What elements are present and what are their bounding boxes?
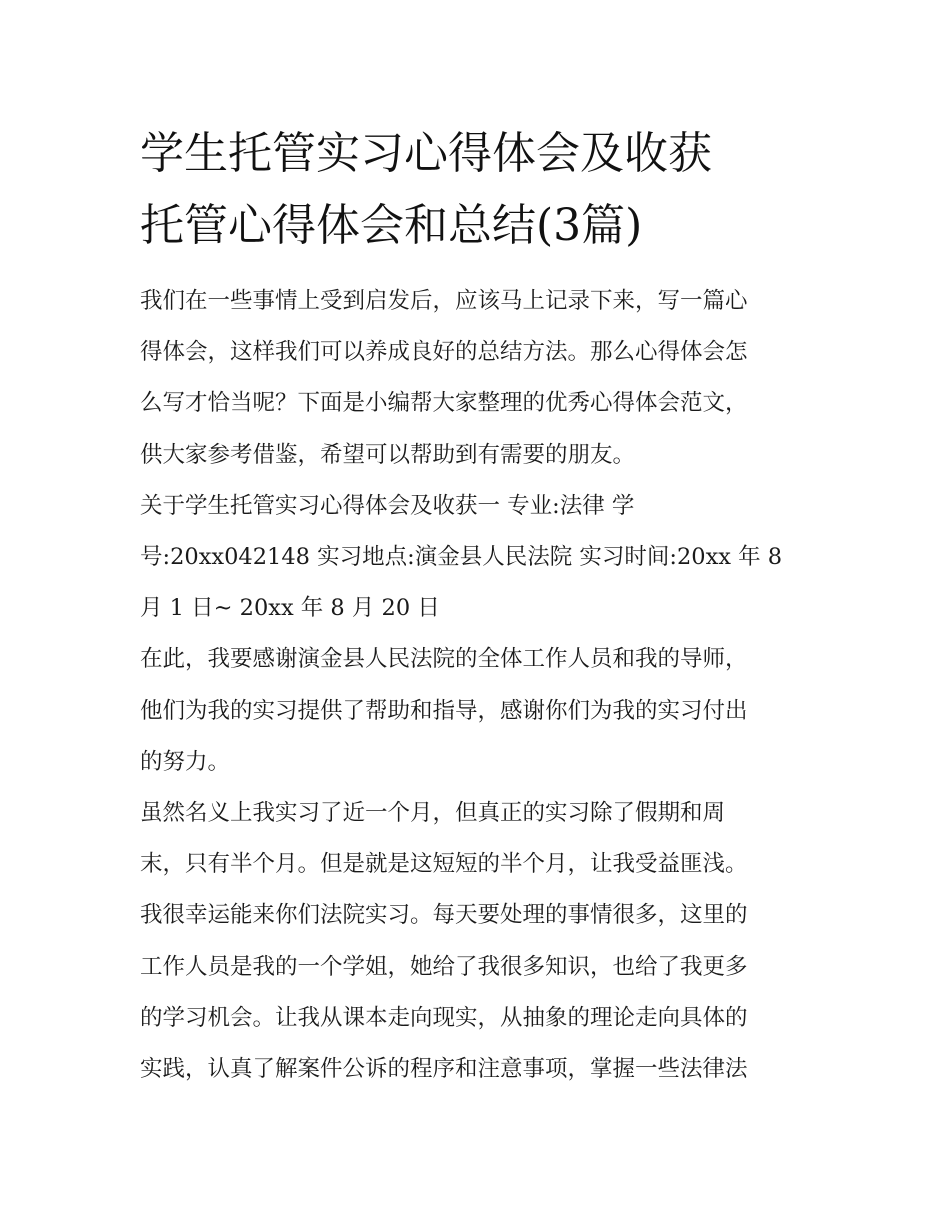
paragraph-line: 在此，我要感谢演金县人民法院的全体工作人员和我的导师， [140, 646, 748, 673]
paragraph-line: 关于学生托管实习心得体会及收获一 专业:法律 学 [140, 492, 635, 519]
paragraph-thanks [140, 634, 820, 788]
paragraph-line: 虽然名义上我实习了近一个月，但真正的实习除了假期和周 [140, 800, 726, 827]
paragraph-line: 实践，认真了解案件公诉的程序和注意事项，掌握一些法律法 [140, 1056, 748, 1083]
paragraph-line: 末，只有半个月。但是就是这短短的半个月，让我受益匪浅。 [140, 851, 748, 878]
document-body [140, 276, 820, 1095]
paragraph-line: 我们在一些事情上受到启发后，应该马上记录下来，写一篇心 [140, 288, 748, 314]
paragraph-line: 么写才恰当呢？下面是小编帮大家整理的优秀心得体会范文， [140, 390, 748, 417]
title-line-1: 学生托管实习心得体会及收获 [140, 128, 712, 179]
paragraph-line: 的努力。 [140, 748, 231, 775]
paragraph-line: 月 1 日~ 20xx 年 8 月 20 日 [140, 595, 440, 622]
paragraph-line: 工作人员是我的一个学姐，她给了我很多知识，也给了我更多 [140, 953, 748, 980]
paragraph-info [140, 481, 820, 635]
paragraph-line: 的学习机会。让我从课本走向现实，从抽象的理论走向具体的 [140, 1004, 748, 1031]
paragraph-line: 我很幸运能来你们法院实习。每天要处理的事情很多，这里的 [140, 902, 748, 929]
document-title [140, 118, 830, 262]
paragraph-intro [140, 276, 820, 481]
paragraph-line: 他们为我的实习提供了帮助和指导，感谢你们为我的实习付出 [140, 697, 748, 724]
title-line-2: 托管心得体会和总结(3篇) [140, 200, 643, 251]
paragraph-line: 得体会，这样我们可以养成良好的总结方法。那么心得体会怎 [140, 339, 748, 366]
paragraph-line: 供大家参考借鉴，希望可以帮助到有需要的朋友。 [140, 441, 636, 468]
paragraph-line: 号:20xx042148 实习地点:演金县人民法院 实习时间:20xx 年 8 [140, 544, 783, 571]
paragraph-experience [140, 788, 820, 1095]
